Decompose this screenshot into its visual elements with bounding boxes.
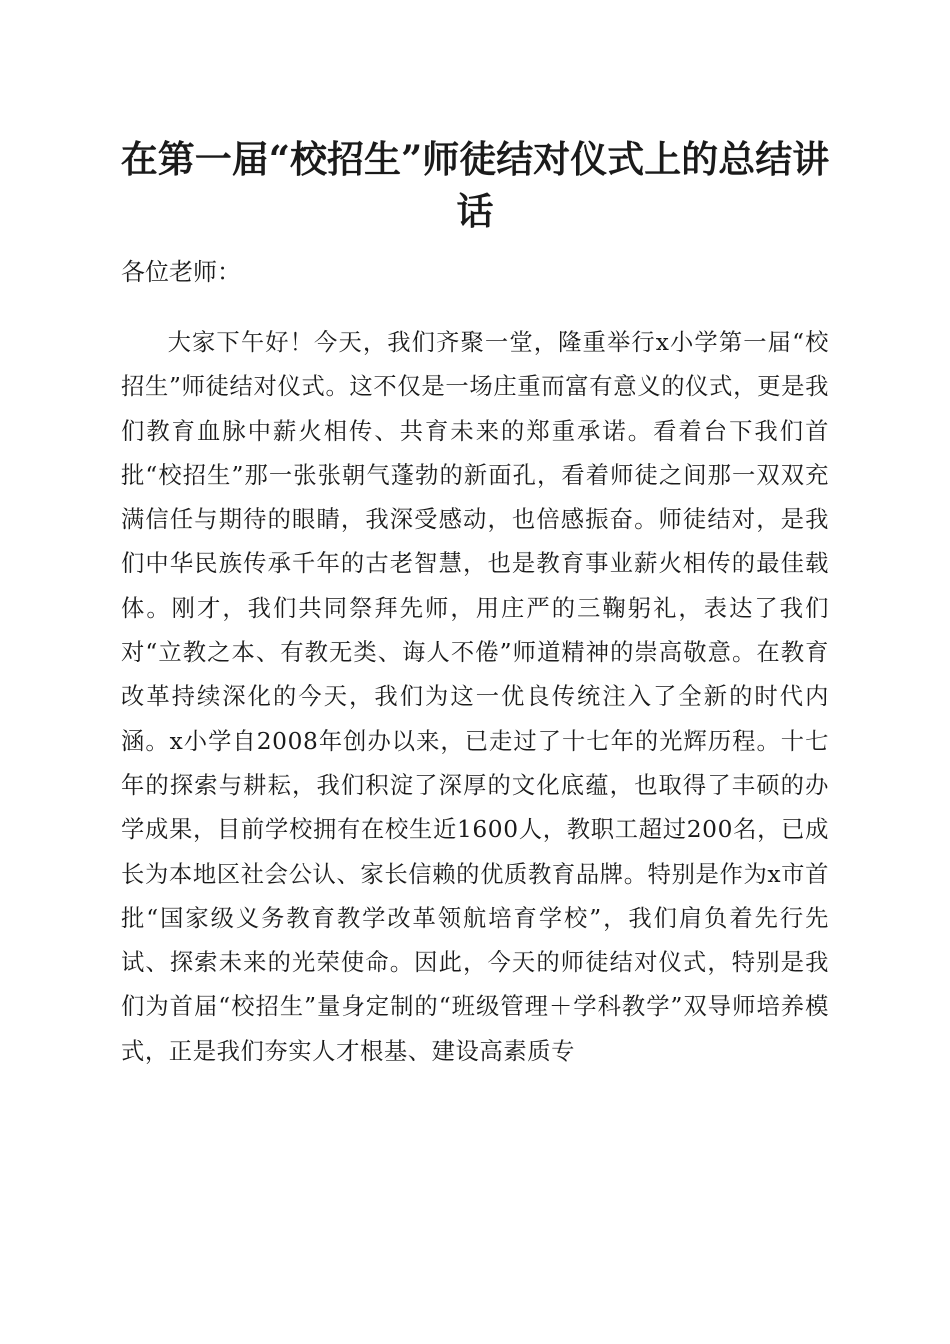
body-paragraph: 大家下午好！今天，我们齐聚一堂，隆重举行x小学第一届“校招生”师徒结对仪式。这不仅是一场庄重而富有意义的仪式，更是我们教育血脉中薪火相传、共育未来的郑重承诺。看着台下我们首批“校招生”那一张张朝气蓬勃的新面孔，看着师徒之间那一双双充满信任与期待的眼睛，我深受感动，也倍感振奋。师徒结对，是我们中华民族传承千年的古老智慧，也是教育事业薪火相传的最佳载体。刚才，我们共同祭拜先师，用庄严的三鞠躬礼，表达了我们对“立教之本、有教无类、诲人不倦”师道精神的崇高敬意。在教育改革持续深化的今天，我们为这一优良传统注入了全新的时代内涵。x小学自2008年创办以来，已走过了十七年的光辉历程。十七年的探索与耕耘，我们积淀了深厚的文化底蕴，也取得了丰硕的办学成果，目前学校拥有在校生近1600人，教职工超过200名，已成长为本地区社会公认、家长信赖的优质教育品牌。特别是作为x市首批“国家级义务教育教学改革领航培育学校”，我们肩负着先行先试、探索未来的光荣使命。因此，今天的师徒结对仪式，特别是我们为首届“校招生”量身定制的“班级管理＋学科教学”双导师培养模式，正是我们夯实人才根基、建设高素质专: [121, 329, 829, 1065]
document-title: 在第一届“校招生”师徒结对仪式上的总结讲话: [120, 137, 830, 233]
salutation: 各位老师：: [121, 258, 241, 286]
